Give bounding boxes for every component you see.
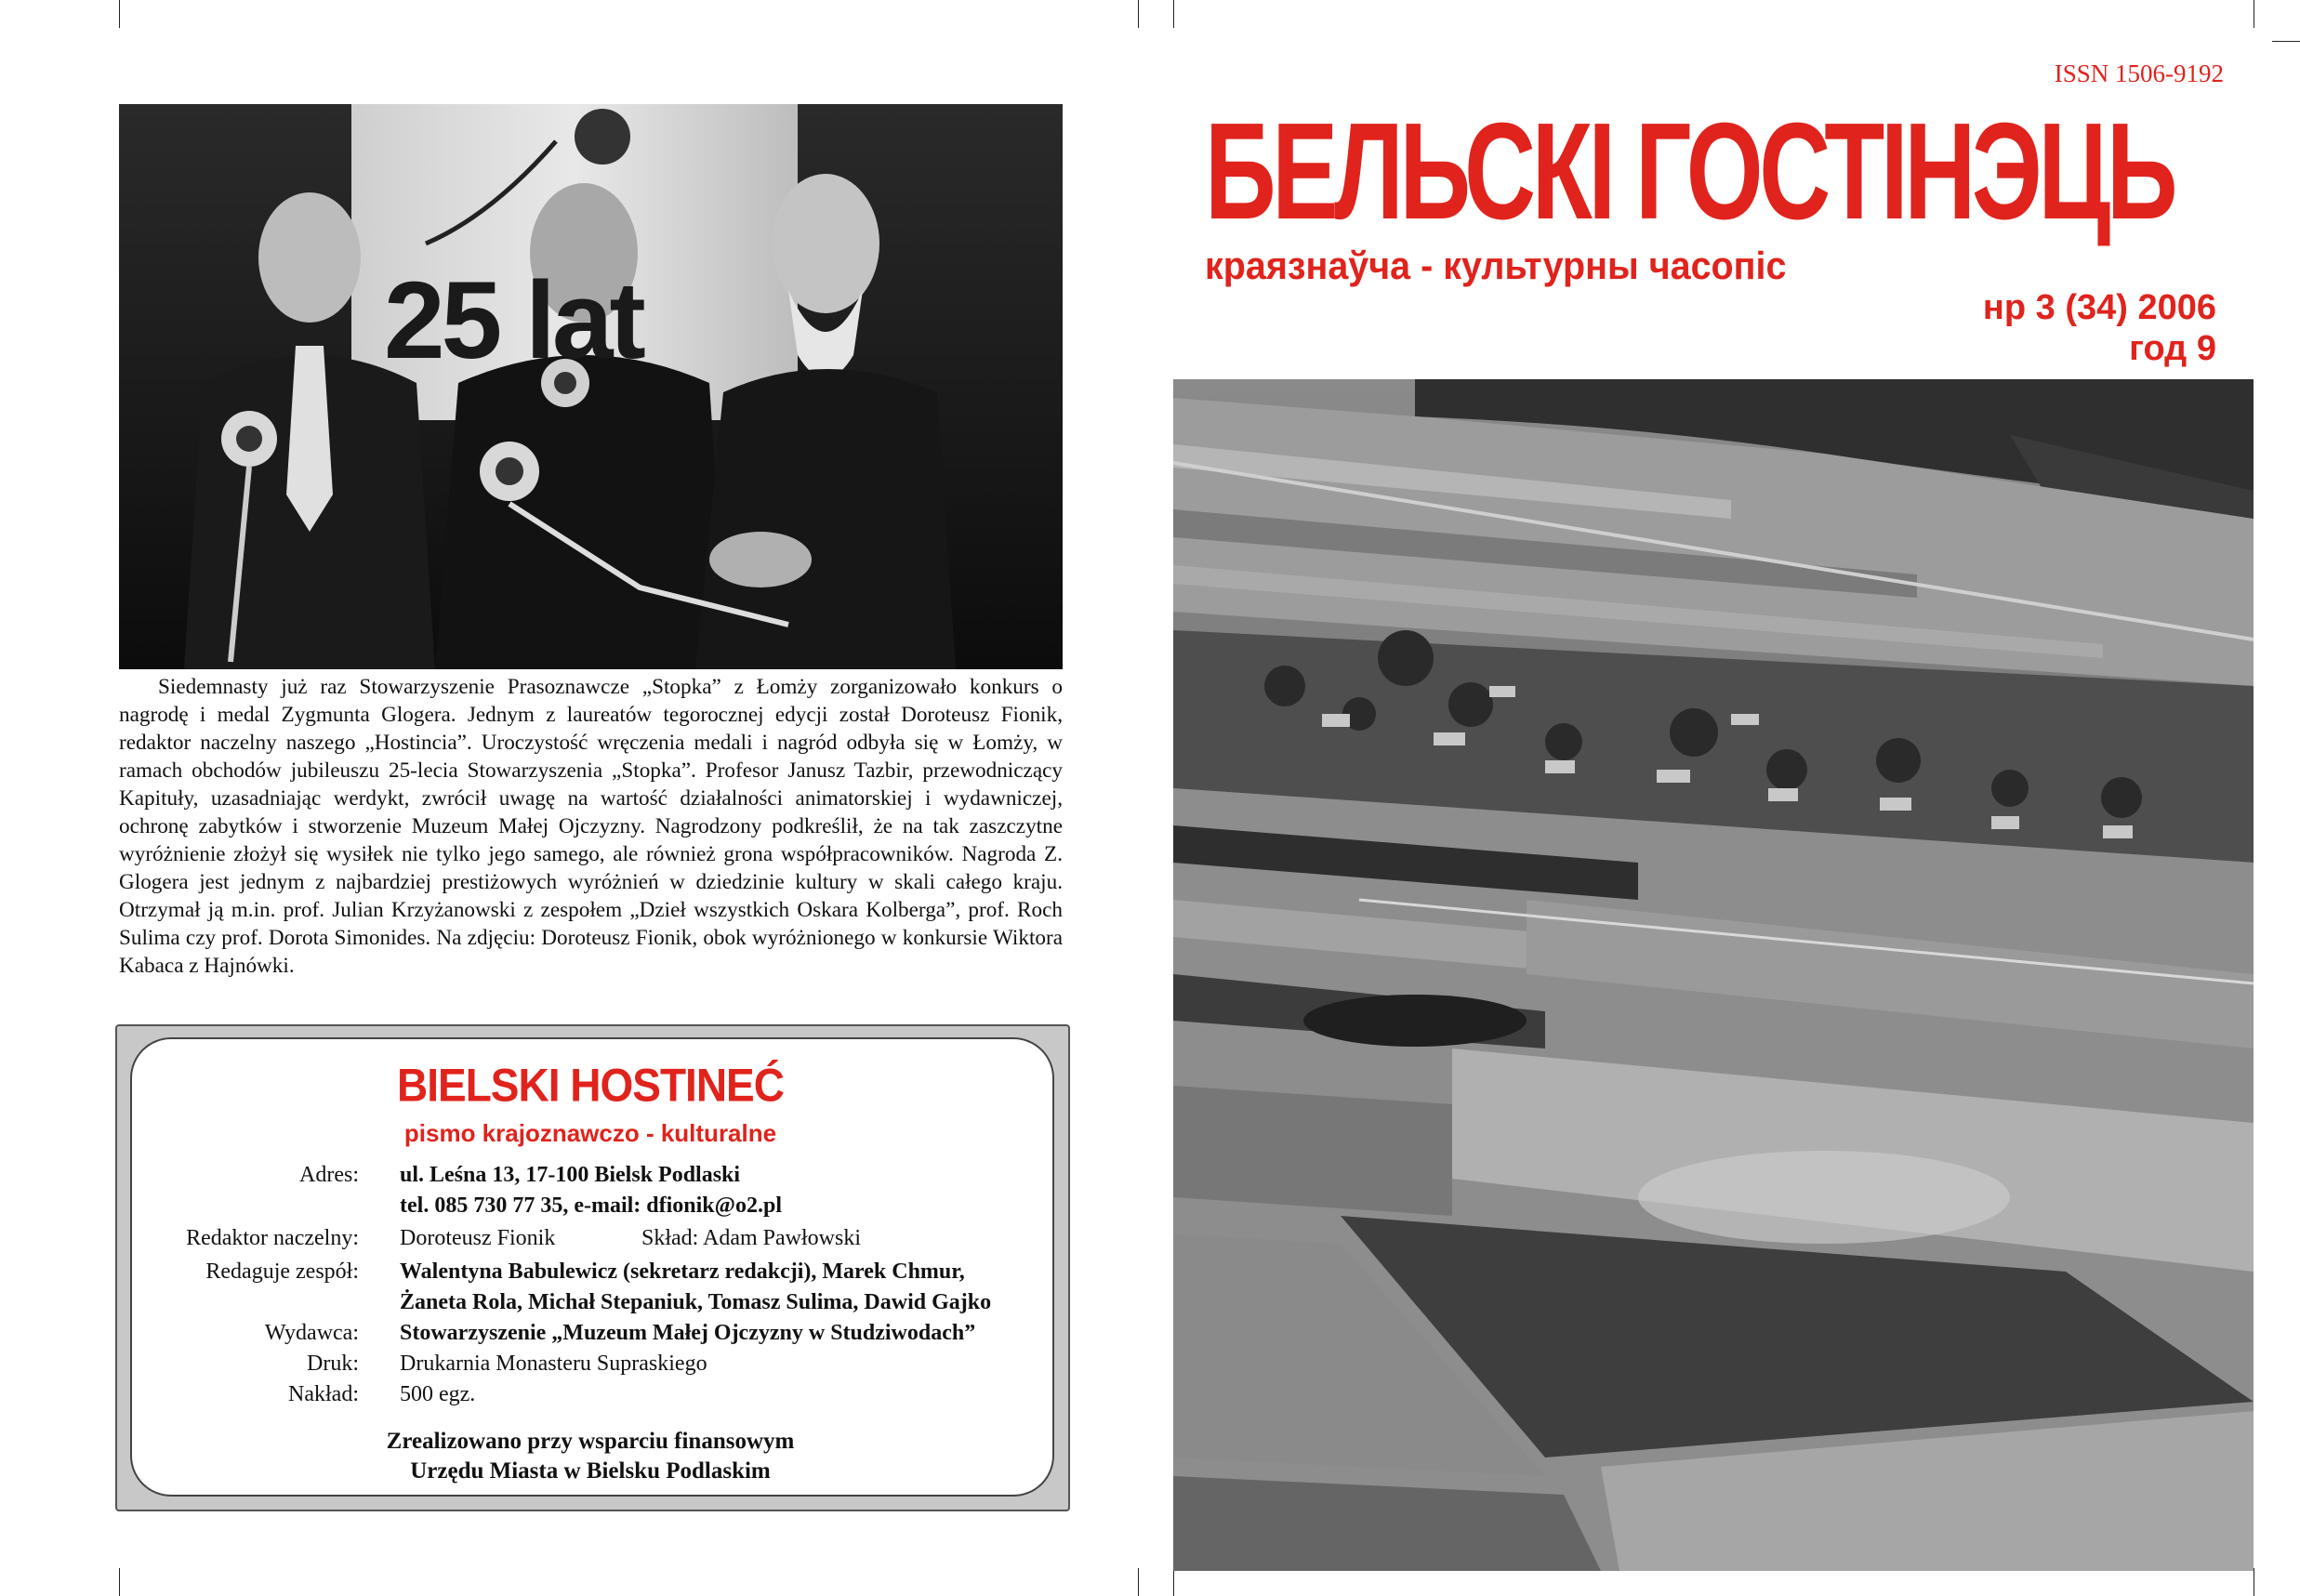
award-ceremony-photo <box>119 104 1063 669</box>
zespol-line2: Żaneta Rola, Michał Stepaniuk, Tomasz Sulima, Dawid Gajko <box>400 1290 992 1314</box>
wydawca-label: Wydawca: <box>264 1321 359 1345</box>
info-box-title: BIELSKI HOSTINEĆ <box>397 1058 784 1112</box>
photo-caption: Siedemnasty już raz Stowarzyszenie Prasoznawcze „Stopka” z Łomży zorganizowało konkurs o nagrodę i medal Zygmunta Glogera. Jednym z laureatów tegorocznej edycji został Doroteusz Fionik, redaktor naczelny naszego „Hostincia”. Uroczystość wręczenia medali i nagród odbyła się w Łomży, w ramach obchodów jubileuszu 25-lecia Stowarzyszenia „Stopka”. Profesor Janusz Tazbir, przewodniczący Kapituły, uzasadniając werdykt, zwrócił uwagę na wartość działalności animatorskiej i wydawniczej, ochronę zabytków i stworzenie Muzeum Małej Ojczyzny. Nagrodzony podkreślił, że na tak zaszczytne wyróżnienie złożył się wysiłek nie tylko jego samego, ale również grona współpracowników. Nagroda Z. Glogera jest jednym z najbardziej prestiżowych wyróżnień w dziedzinie kultury w skali całego kraju. Otrzymał ją m.in. prof. Julian Krzyżanowski z zespołem „Dzieł wszystkich Oskara Kolberga”, prof. Roch Sulima czy prof. Dorota Simonides. Na zdjęciu: Doroteusz Fionik, obok wyróżnionego w konkursie Wiktora Kabaca z Hajnówki. <box>119 675 1063 978</box>
crop-mark <box>1173 0 1174 28</box>
druk-label: Druk: <box>307 1352 359 1376</box>
banner-text: 25 lat <box>384 259 642 382</box>
crop-mark <box>119 0 120 28</box>
crop-mark <box>1138 0 1139 28</box>
magazine-title: БЕЛЬСКІ ГОСТІНЭЦЬ <box>1205 95 2174 248</box>
wydawca-value: Stowarzyszenie „Muzeum Małej Ojczyzny w Studziwodach” <box>400 1321 976 1345</box>
redaktor-label: Redaktor naczelny: <box>186 1226 359 1250</box>
aerial-village-fields-icon <box>1173 379 2254 1571</box>
sklad-value: Skład: Adam Pawłowski <box>641 1226 862 1250</box>
aerial-village-photo <box>1173 379 2254 1571</box>
footer-line2: Urzędu Miasta w Bielsku Podlaskim <box>410 1458 771 1484</box>
crop-mark <box>1173 1568 1174 1596</box>
footer-line1: Zrealizowano przy wsparciu finansowym <box>386 1429 795 1454</box>
issue-year: год 9 <box>2129 329 2216 368</box>
druk-value: Drukarnia Monasteru Supraskiego <box>400 1352 707 1376</box>
adres-label: Adres: <box>299 1163 359 1187</box>
crop-mark <box>2272 41 2300 42</box>
crop-mark <box>119 1568 120 1596</box>
naklad-value: 500 egz. <box>400 1382 476 1406</box>
adres-line1: ul. Leśna 13, 17-100 Bielsk Podlaski <box>400 1163 741 1187</box>
award-ceremony-photo-icon <box>119 104 1063 669</box>
issue-number: нр 3 (34) 2006 <box>1982 288 2216 327</box>
zespol-label: Redaguje zespół: <box>205 1260 359 1284</box>
issn-number: ISSN 1506-9192 <box>2054 59 2224 87</box>
magazine-subtitle: краязнаўча - культурны часопіс <box>1205 244 1787 287</box>
adres-line2: tel. 085 730 77 35, e-mail: dfionik@o2.pl <box>400 1194 782 1218</box>
zespol-line1: Walentyna Babulewicz (sekretarz redakcji), Marek Chmur, <box>400 1260 965 1284</box>
crop-mark <box>1138 1568 1139 1596</box>
info-box-subtitle: pismo krajoznawczo - kulturalne <box>403 1119 777 1147</box>
redaktor-value: Doroteusz Fionik <box>400 1226 556 1250</box>
naklad-label: Nakład: <box>288 1382 359 1406</box>
info-box-footer <box>130 1427 1051 1486</box>
